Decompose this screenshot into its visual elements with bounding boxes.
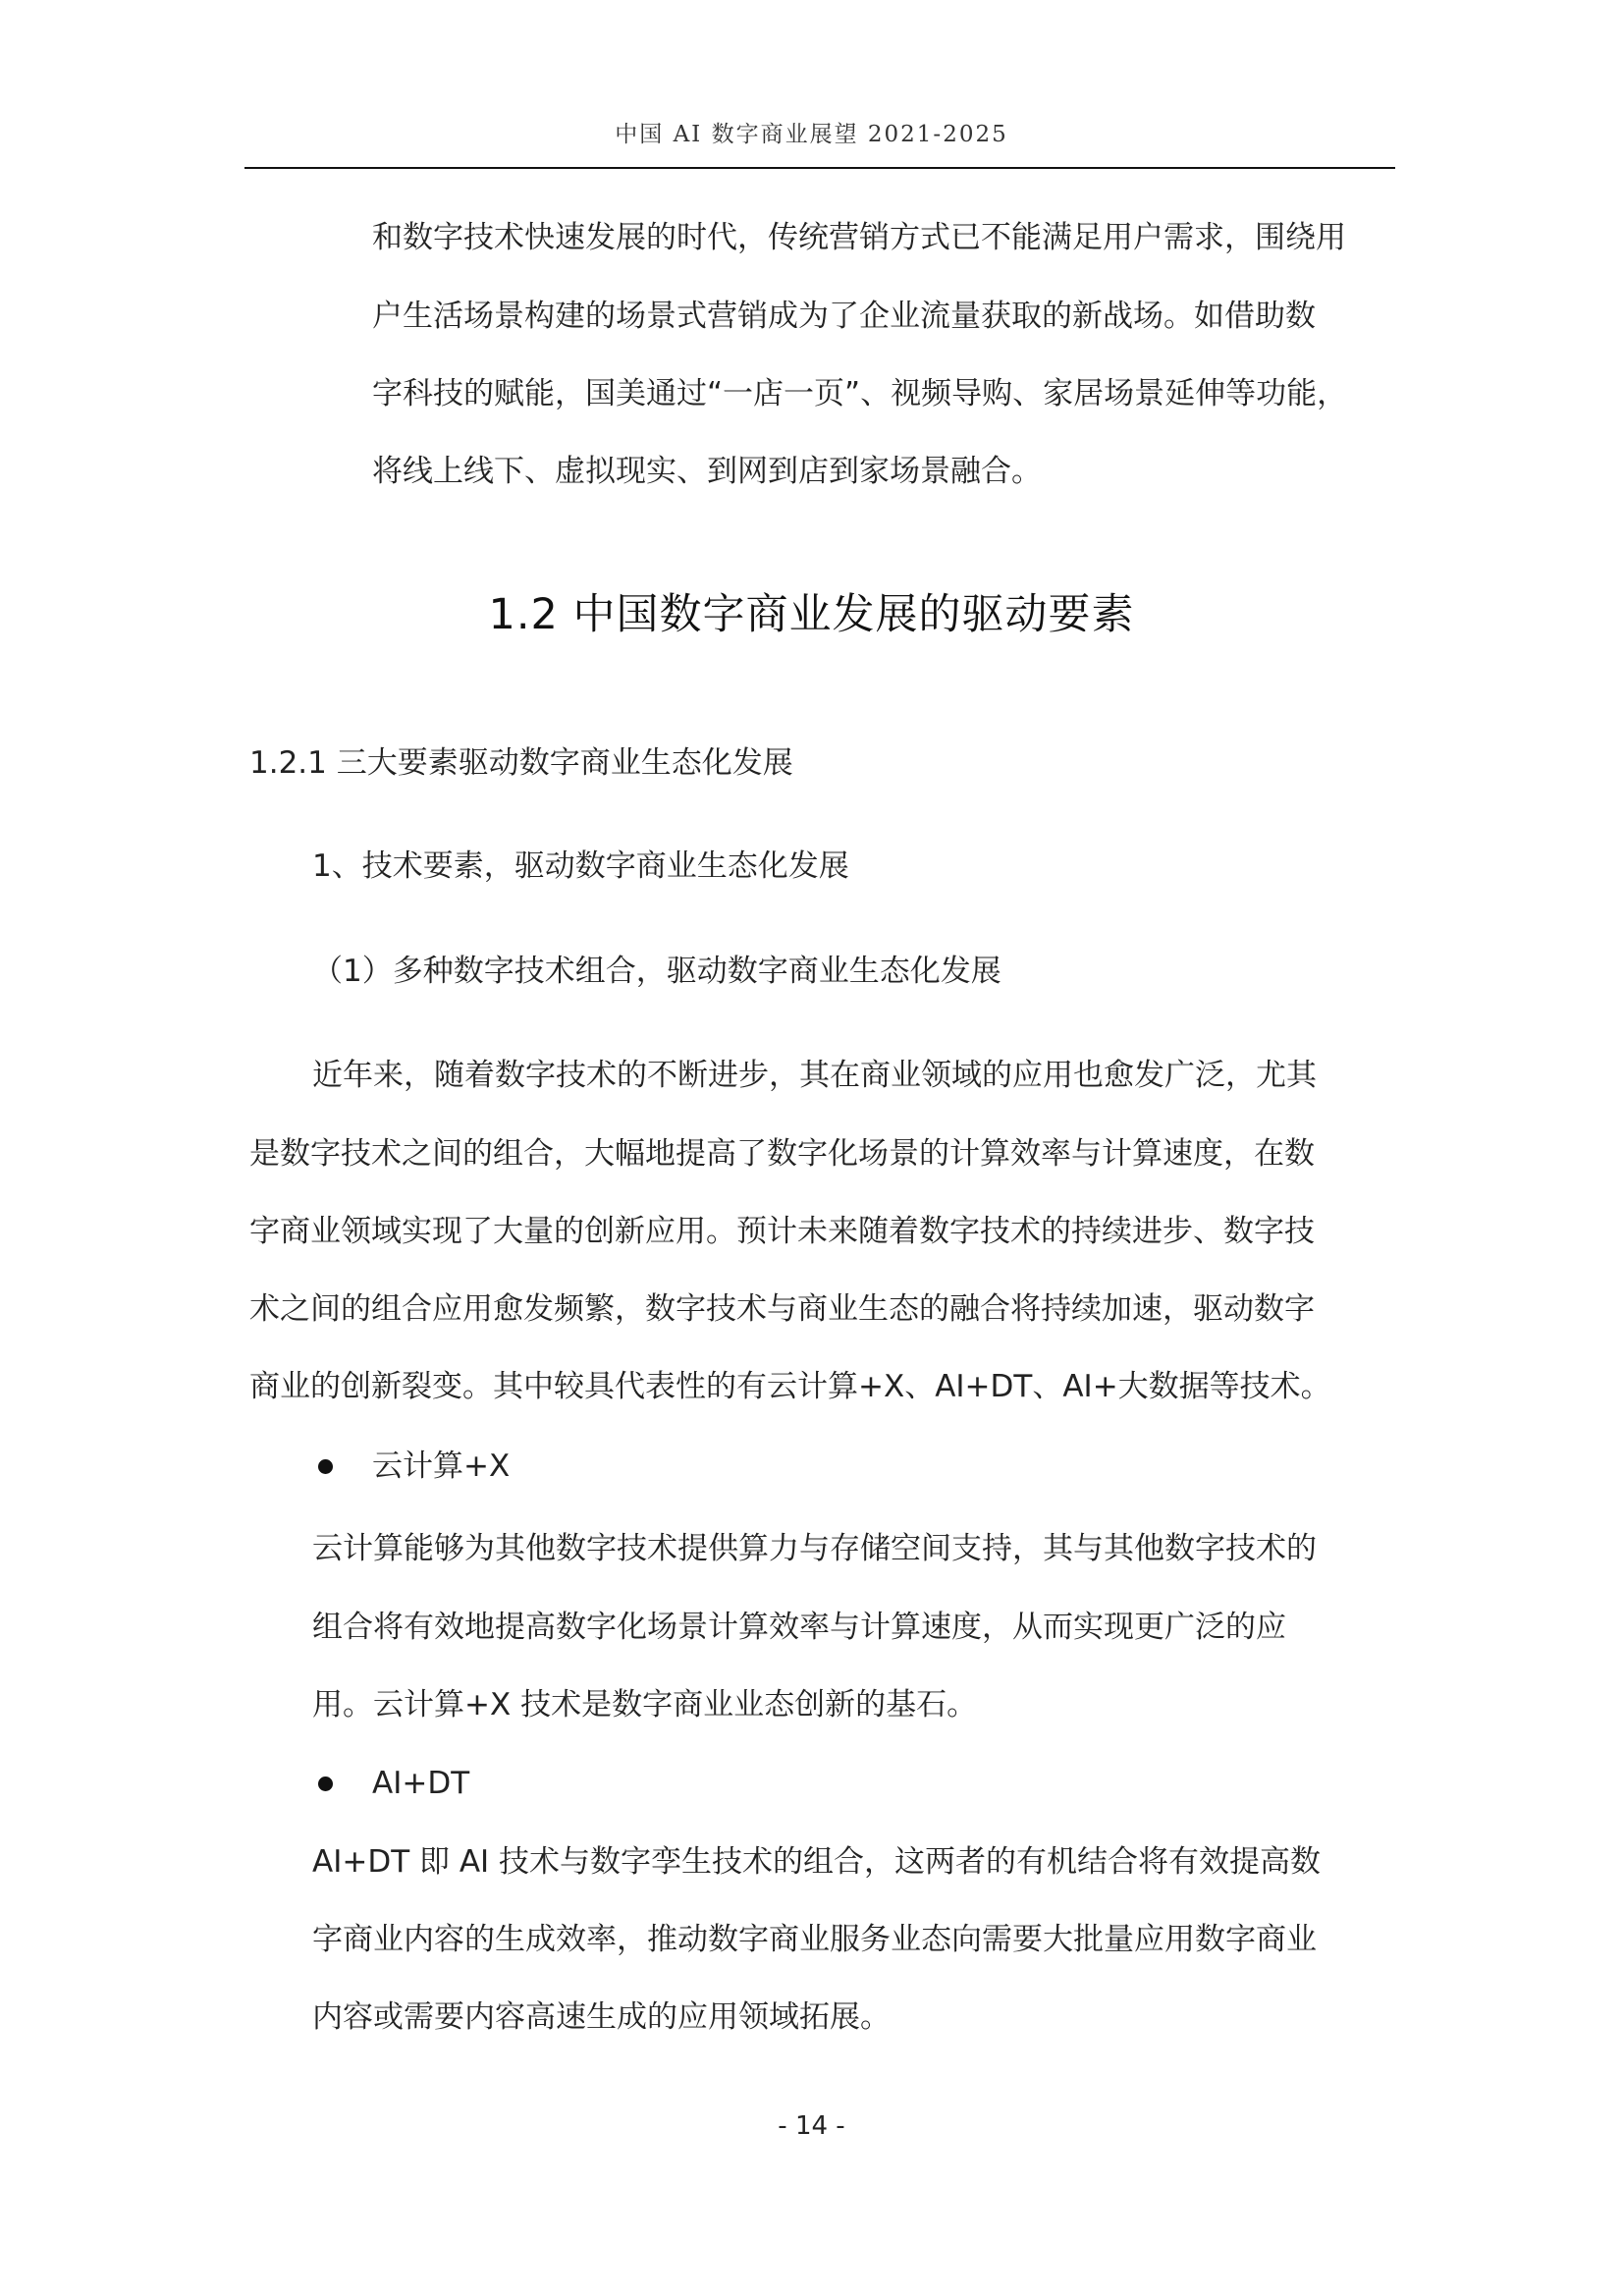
running-header-title: 中国 AI 数字商业展望 2021-2025 [615, 122, 1008, 147]
intro-line-1: 和数字技术快速发展的时代，传统营销方式已不能满足用户需求，围绕用 [372, 220, 1346, 255]
bullet-label-2: AI+DT [372, 1766, 470, 1801]
body-line-3: 字商业领域实现了大量的创新应用。预计未来随着数字技术的持续进步、数字技 [249, 1214, 1315, 1249]
body-line-5: 商业的创新裂变。其中较具代表性的有云计算+X、AI+DT、AI+大数据等技术。 [249, 1369, 1331, 1404]
bullet-label-1: 云计算+X [372, 1449, 511, 1484]
bullet-2-line-2: 字商业内容的生成效率，推动数字商业服务业态向需要大批量应用数字商业 [312, 1922, 1317, 1957]
bullet-2-line-3: 内容或需要内容高速生成的应用领域拓展。 [312, 1999, 891, 2035]
bullet-1-line-1: 云计算能够为其他数字技术提供算力与存储空间支持，其与其他数字技术的 [312, 1531, 1317, 1566]
body-line-2: 是数字技术之间的组合，大幅地提高了数字化场景的计算效率与计算速度，在数 [249, 1136, 1315, 1172]
body-line-1: 近年来，随着数字技术的不断进步，其在商业领域的应用也愈发广泛，尤其 [312, 1058, 1317, 1093]
item-heading-1: 1、技术要素，驱动数字商业生态化发展 [312, 848, 849, 884]
bullet-dot-1 [318, 1459, 333, 1474]
intro-line-2: 户生活场景构建的场景式营销成为了企业流量获取的新战场。如借助数 [372, 299, 1316, 334]
subsection-heading: 1.2.1 三大要素驱动数字商业生态化发展 [249, 745, 793, 781]
bullet-2-line-1: AI+DT 即 AI 技术与数字孪生技术的组合，这两者的有机结合将有效提高数 [312, 1844, 1322, 1880]
section-title: 1.2 中国数字商业发展的驱动要素 [488, 590, 1135, 639]
bullet-1-line-2: 组合将有效地提高数字化场景计算效率与计算速度，从而实现更广泛的应 [312, 1610, 1286, 1645]
bullet-dot-2 [318, 1777, 333, 1791]
item-heading-1-1: （1）多种数字技术组合，驱动数字商业生态化发展 [312, 954, 1001, 989]
header-rule [244, 167, 1395, 169]
page-number: - 14 - [778, 2111, 845, 2141]
bullet-1-line-3: 用。云计算+X 技术是数字商业业态创新的基石。 [312, 1687, 978, 1722]
intro-line-4: 将线上线下、虚拟现实、到网到店到家场景融合。 [372, 454, 1042, 489]
body-line-4: 术之间的组合应用愈发频繁，数字技术与商业生态的融合将持续加速，驱动数字 [249, 1291, 1315, 1327]
intro-line-3: 字科技的赋能，国美通过“一店一页”、视频导购、家居场景延伸等功能， [372, 376, 1348, 411]
